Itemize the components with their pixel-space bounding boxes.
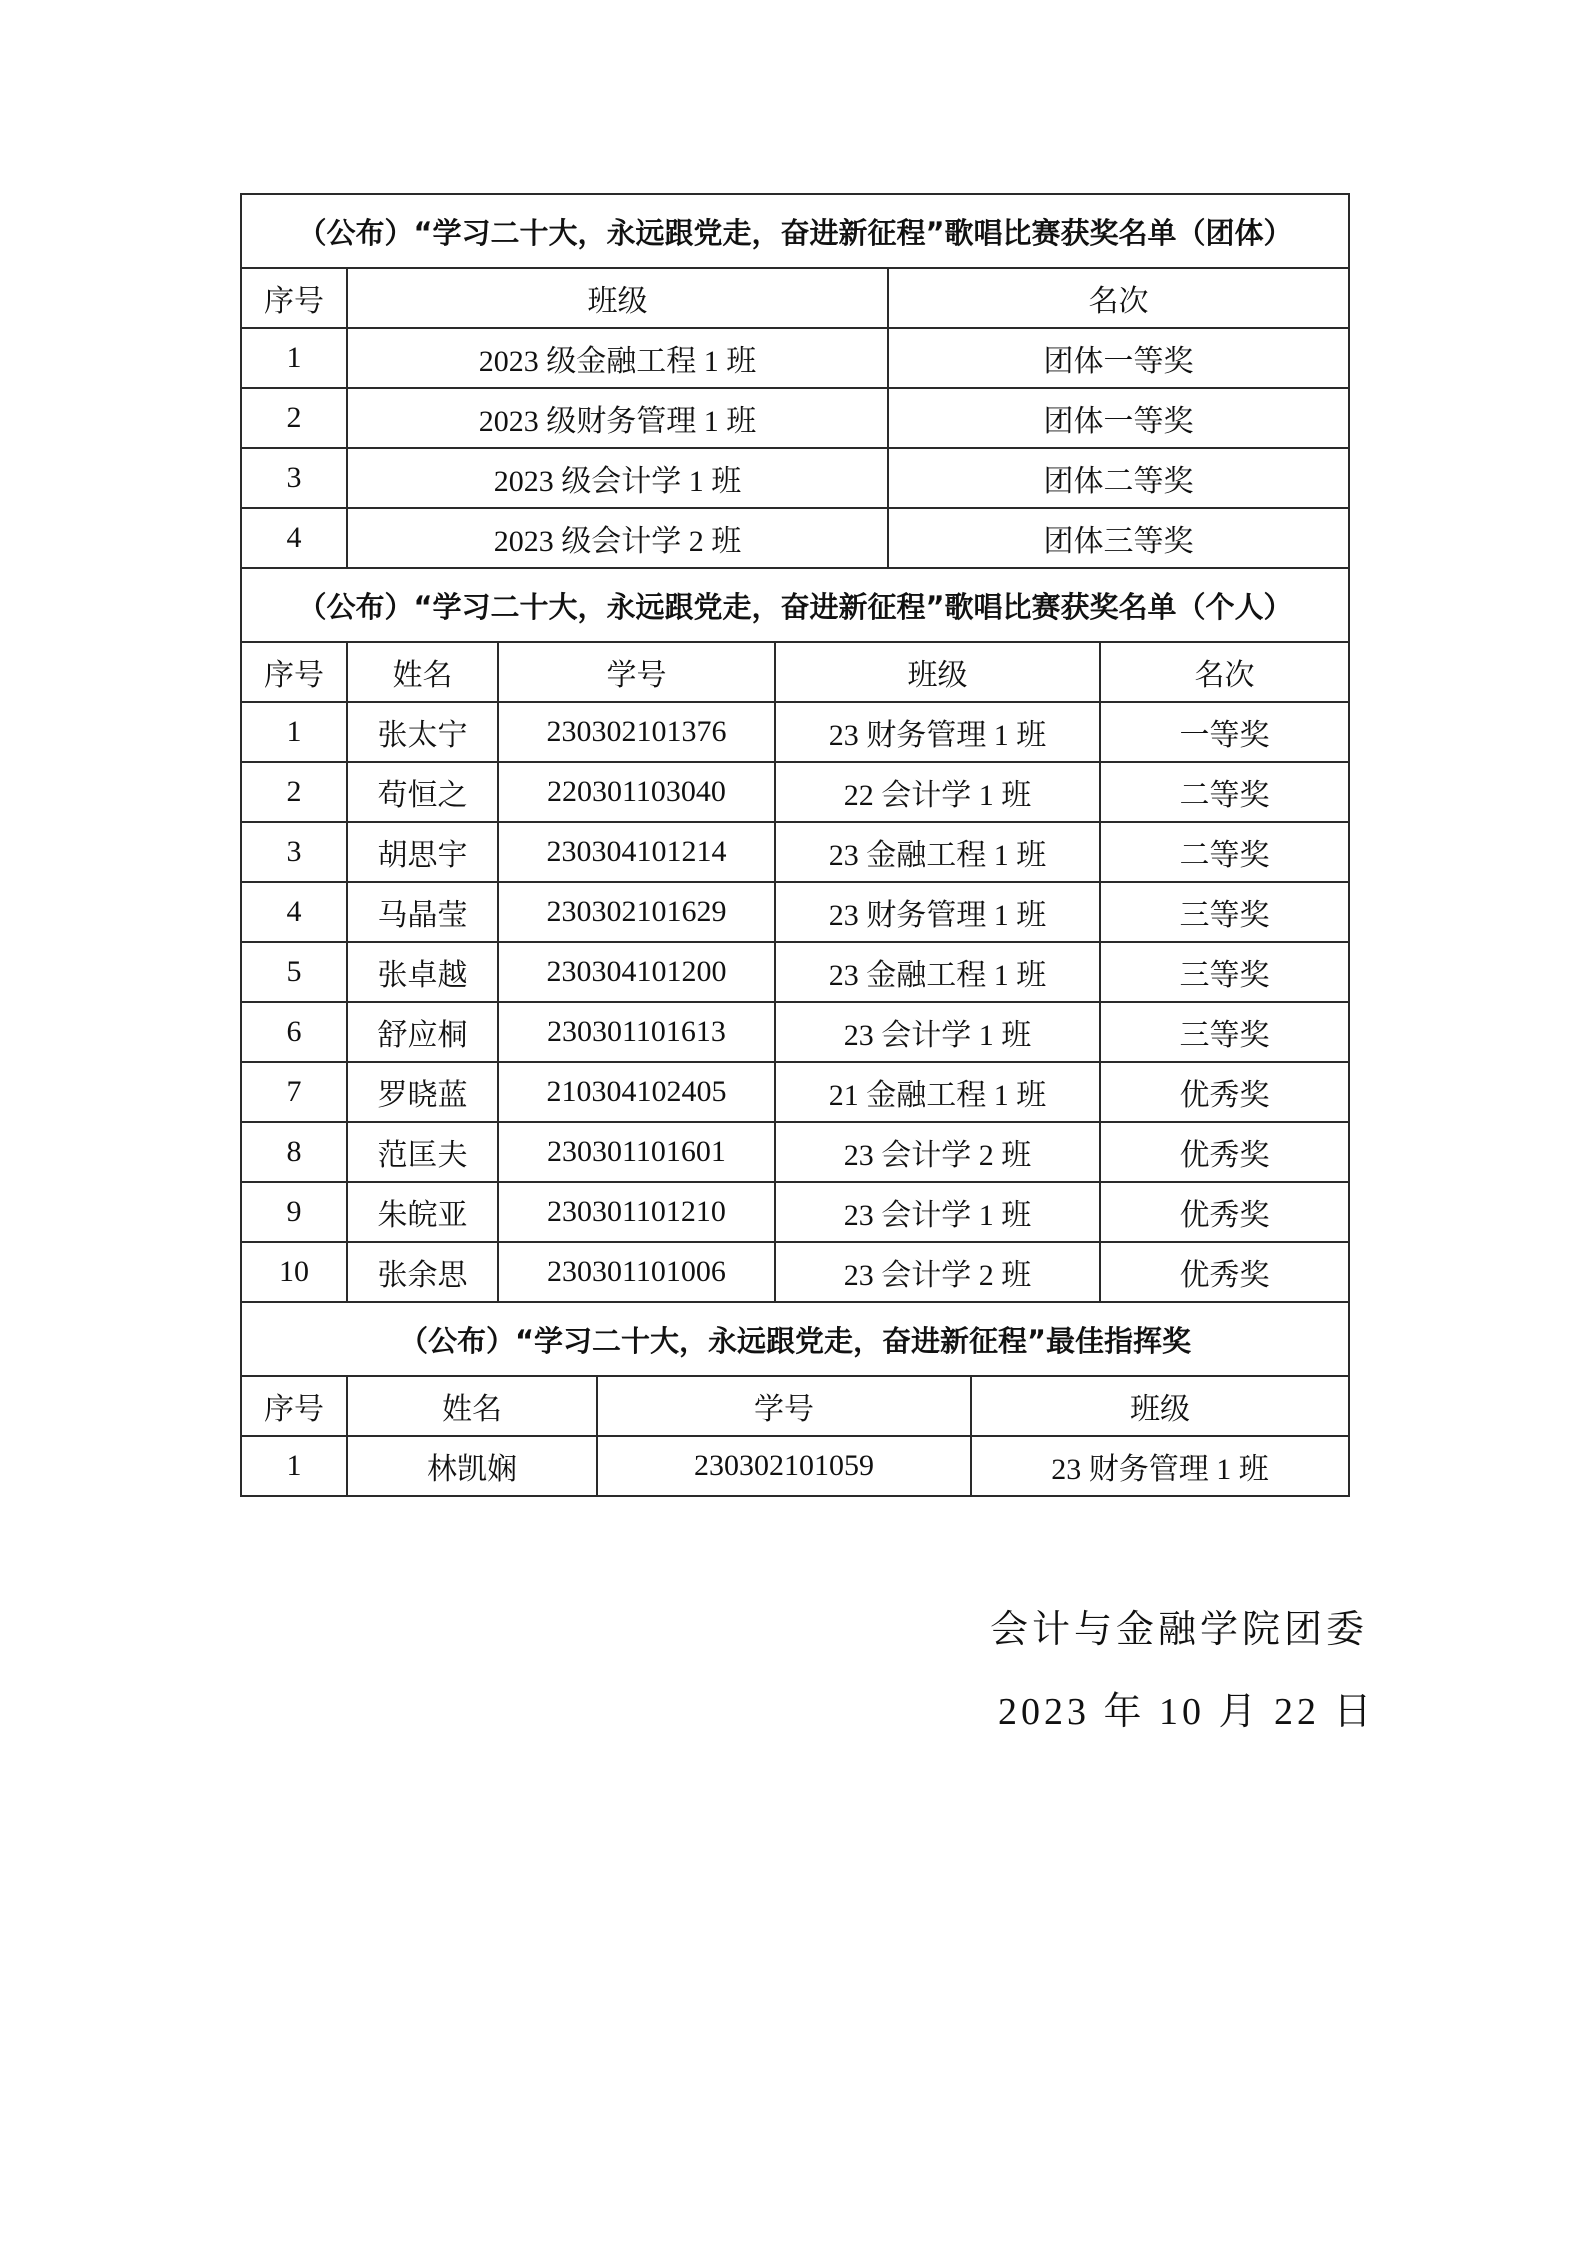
cell-name: 范匡夫 [347,1122,498,1182]
header-index: 序号 [241,268,347,328]
cell-rank: 二等奖 [1100,822,1349,882]
cell-name: 张卓越 [347,942,498,1002]
cell-index: 10 [241,1242,347,1302]
award-document [240,193,1348,1497]
conductor-award-table [240,1303,1350,1497]
table-row [241,388,1349,448]
header-name: 姓名 [347,1376,597,1436]
cell-student-id: 230302101059 [597,1436,971,1496]
header-class: 班级 [971,1376,1349,1436]
table-row [241,508,1349,568]
cell-name: 张余思 [347,1242,498,1302]
cell-student-id: 230301101601 [498,1122,775,1182]
cell-class: 2023 级金融工程 1 班 [347,328,888,388]
cell-class: 22 会计学 1 班 [775,762,1100,822]
cell-rank: 三等奖 [1100,942,1349,1002]
table-row [241,882,1349,942]
cell-class: 23 财务管理 1 班 [971,1436,1349,1496]
cell-name: 张太宁 [347,702,498,762]
cell-student-id: 210304102405 [498,1062,775,1122]
cell-student-id: 230301101006 [498,1242,775,1302]
cell-class: 23 会计学 2 班 [775,1242,1100,1302]
cell-student-id: 230301101613 [498,1002,775,1062]
cell-rank: 团体一等奖 [888,328,1349,388]
header-index: 序号 [241,642,347,702]
cell-index: 9 [241,1182,347,1242]
cell-class: 23 财务管理 1 班 [775,882,1100,942]
table-row [241,1002,1349,1062]
cell-index: 7 [241,1062,347,1122]
cell-index: 6 [241,1002,347,1062]
cell-student-id: 230304101214 [498,822,775,882]
header-rank: 名次 [888,268,1349,328]
table-row [241,1436,1349,1496]
cell-student-id: 220301103040 [498,762,775,822]
cell-name: 胡思宇 [347,822,498,882]
header-rank: 名次 [1100,642,1349,702]
cell-index: 3 [241,448,347,508]
cell-index: 3 [241,822,347,882]
cell-rank: 团体一等奖 [888,388,1349,448]
header-name: 姓名 [347,642,498,702]
cell-index: 4 [241,508,347,568]
table-row [241,1182,1349,1242]
issuing-organization: 会计与金融学院团委 [990,1609,1369,1651]
cell-rank: 团体二等奖 [888,448,1349,508]
individual-award-title: （公布）“学习二十大，永远跟党走，奋进新征程”歌唱比赛获奖名单（个人） [241,569,1349,642]
cell-class: 2023 级会计学 1 班 [347,448,888,508]
cell-class: 2023 级财务管理 1 班 [347,388,888,448]
cell-index: 8 [241,1122,347,1182]
table-row [241,702,1349,762]
table-row [241,822,1349,882]
cell-class: 23 会计学 1 班 [775,1002,1100,1062]
cell-name: 舒应桐 [347,1002,498,1062]
cell-rank: 优秀奖 [1100,1182,1349,1242]
table-row [241,1062,1349,1122]
cell-rank: 优秀奖 [1100,1242,1349,1302]
cell-index: 5 [241,942,347,1002]
cell-index: 1 [241,328,347,388]
table-header-row [241,642,1349,702]
table-header-row [241,1376,1349,1436]
cell-rank: 团体三等奖 [888,508,1349,568]
cell-class: 23 会计学 1 班 [775,1182,1100,1242]
header-index: 序号 [241,1376,347,1436]
cell-class: 21 金融工程 1 班 [775,1062,1100,1122]
table-row [241,762,1349,822]
table-row [241,328,1349,388]
cell-rank: 三等奖 [1100,882,1349,942]
cell-index: 4 [241,882,347,942]
cell-student-id: 230302101629 [498,882,775,942]
table-row [241,448,1349,508]
cell-class: 23 金融工程 1 班 [775,942,1100,1002]
cell-name: 林凯娴 [347,1436,597,1496]
table-row [241,942,1349,1002]
cell-class: 23 金融工程 1 班 [775,822,1100,882]
cell-class: 23 财务管理 1 班 [775,702,1100,762]
cell-rank: 一等奖 [1100,702,1349,762]
cell-class: 23 会计学 2 班 [775,1122,1100,1182]
header-student-id: 学号 [597,1376,971,1436]
cell-student-id: 230302101376 [498,702,775,762]
cell-index: 1 [241,1436,347,1496]
header-class: 班级 [775,642,1100,702]
header-student-id: 学号 [498,642,775,702]
team-award-title: （公布）“学习二十大，永远跟党走，奋进新征程”歌唱比赛获奖名单（团体） [241,194,1349,268]
team-award-table [240,193,1350,569]
cell-rank: 二等奖 [1100,762,1349,822]
cell-index: 2 [241,388,347,448]
cell-rank: 优秀奖 [1100,1062,1349,1122]
cell-student-id: 230301101210 [498,1182,775,1242]
cell-rank: 优秀奖 [1100,1122,1349,1182]
header-class: 班级 [347,268,888,328]
table-header-row [241,268,1349,328]
cell-name: 朱皖亚 [347,1182,498,1242]
conductor-award-title: （公布）“学习二十大，永远跟党走，奋进新征程”最佳指挥奖 [241,1303,1349,1376]
cell-student-id: 230304101200 [498,942,775,1002]
cell-class: 2023 级会计学 2 班 [347,508,888,568]
cell-index: 2 [241,762,347,822]
individual-award-table [240,569,1350,1303]
cell-name: 罗晓蓝 [347,1062,498,1122]
table-row [241,1122,1349,1182]
table-row [241,1242,1349,1302]
cell-index: 1 [241,702,347,762]
cell-name: 苟恒之 [347,762,498,822]
issue-date: 2023 年 10 月 22 日 [998,1691,1376,1733]
cell-rank: 三等奖 [1100,1002,1349,1062]
cell-name: 马晶莹 [347,882,498,942]
